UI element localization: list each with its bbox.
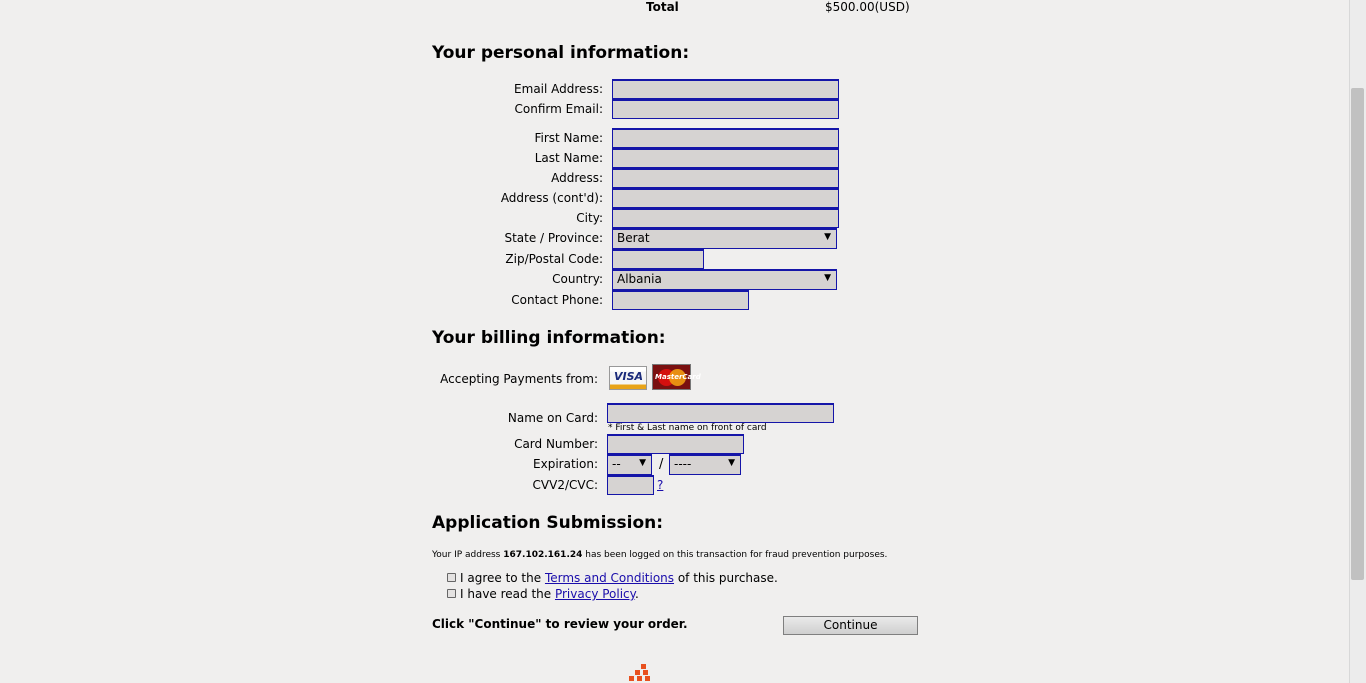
logo-block: [637, 676, 642, 681]
continue-instruction: Click "Continue" to review your order.: [432, 617, 688, 631]
state-select[interactable]: [612, 228, 837, 249]
ip-address: 167.102.161.24: [503, 550, 583, 560]
visa-card-icon: [609, 366, 647, 390]
address2-label: Address (cont'd):: [500, 191, 603, 205]
last-name-label: Last Name:: [534, 151, 603, 165]
expiration-separator: /: [659, 457, 664, 472]
ip-notice-prefix: Your IP address: [432, 550, 504, 560]
dropdown-arrow-icon: ▼: [728, 458, 735, 468]
ip-notice: [432, 550, 887, 560]
card-number-label: Card Number:: [514, 437, 598, 451]
dropdown-arrow-icon: ▼: [824, 273, 831, 283]
personal-info-heading: Your personal information:: [432, 43, 690, 63]
zip-field[interactable]: [612, 249, 704, 269]
order-total-label: Total: [646, 0, 679, 14]
ip-notice-suffix: has been logged on this transaction for fraud prevention purposes.: [582, 550, 888, 560]
logo-block: [635, 670, 640, 675]
mastercard-text: MasterCard: [655, 373, 701, 381]
email-field[interactable]: [612, 79, 839, 99]
exp-year-select[interactable]: [669, 454, 741, 475]
first-name-field[interactable]: [612, 128, 839, 148]
phone-label: Contact Phone:: [511, 293, 603, 307]
email-label: Email Address:: [514, 82, 603, 96]
cvv-help-link[interactable]: ?: [657, 478, 664, 492]
logo-block: [629, 676, 634, 681]
site-logo-icon: [629, 664, 653, 683]
country-label: Country:: [552, 272, 603, 286]
exp-month-value: --: [612, 457, 621, 471]
scrollbar-thumb[interactable]: [1351, 88, 1364, 580]
privacy-prefix: I have read the: [460, 587, 555, 601]
state-label: State / Province:: [504, 231, 603, 245]
cvv-field[interactable]: [607, 475, 654, 495]
phone-field[interactable]: [612, 290, 749, 310]
country-select-value: Albania: [617, 272, 662, 286]
continue-button[interactable]: Continue: [783, 616, 918, 635]
logo-block: [641, 664, 646, 669]
mastercard-icon: [652, 364, 701, 390]
country-select[interactable]: [612, 269, 837, 290]
expiration-label: Expiration:: [533, 457, 598, 471]
last-name-field[interactable]: [612, 148, 839, 168]
dropdown-arrow-icon: ▼: [824, 232, 831, 242]
exp-month-select[interactable]: [607, 454, 652, 475]
state-select-value: Berat: [617, 231, 650, 245]
privacy-suffix: .: [635, 587, 639, 601]
name-on-card-field[interactable]: [607, 403, 834, 423]
address2-field[interactable]: [612, 188, 839, 208]
privacy-checkbox[interactable]: [447, 589, 456, 598]
visa-text: VISA: [614, 370, 644, 383]
confirm-email-label: Confirm Email:: [514, 102, 603, 116]
confirm-email-field[interactable]: [612, 99, 839, 119]
city-field[interactable]: [612, 208, 839, 228]
name-on-card-label: Name on Card:: [507, 411, 598, 425]
first-name-label: First Name:: [534, 131, 603, 145]
terms-checkbox[interactable]: [447, 573, 456, 582]
address-label: Address:: [551, 171, 603, 185]
privacy-link[interactable]: Privacy Policy: [554, 587, 636, 601]
privacy-statement: [460, 587, 639, 601]
terms-statement: [460, 571, 778, 585]
logo-block: [645, 676, 650, 681]
address-field[interactable]: [612, 168, 839, 188]
card-number-field[interactable]: [607, 434, 744, 454]
zip-label: Zip/Postal Code:: [505, 252, 603, 266]
dropdown-arrow-icon: ▼: [639, 458, 646, 468]
billing-info-heading: Your billing information:: [432, 328, 666, 348]
name-on-card-hint: * First & Last name on front of card: [608, 423, 767, 433]
logo-block: [643, 670, 648, 675]
accepting-payments-label: Accepting Payments from:: [440, 372, 598, 386]
cvv-label: CVV2/CVC:: [532, 478, 598, 492]
city-label: City:: [576, 211, 603, 225]
terms-prefix: I agree to the: [460, 571, 545, 585]
submission-heading: Application Submission:: [432, 513, 664, 533]
exp-year-value: ----: [674, 457, 692, 471]
terms-link[interactable]: Terms and Conditions: [544, 571, 675, 585]
terms-suffix: of this purchase.: [674, 571, 778, 585]
order-total-value: $500.00(USD): [825, 0, 910, 14]
